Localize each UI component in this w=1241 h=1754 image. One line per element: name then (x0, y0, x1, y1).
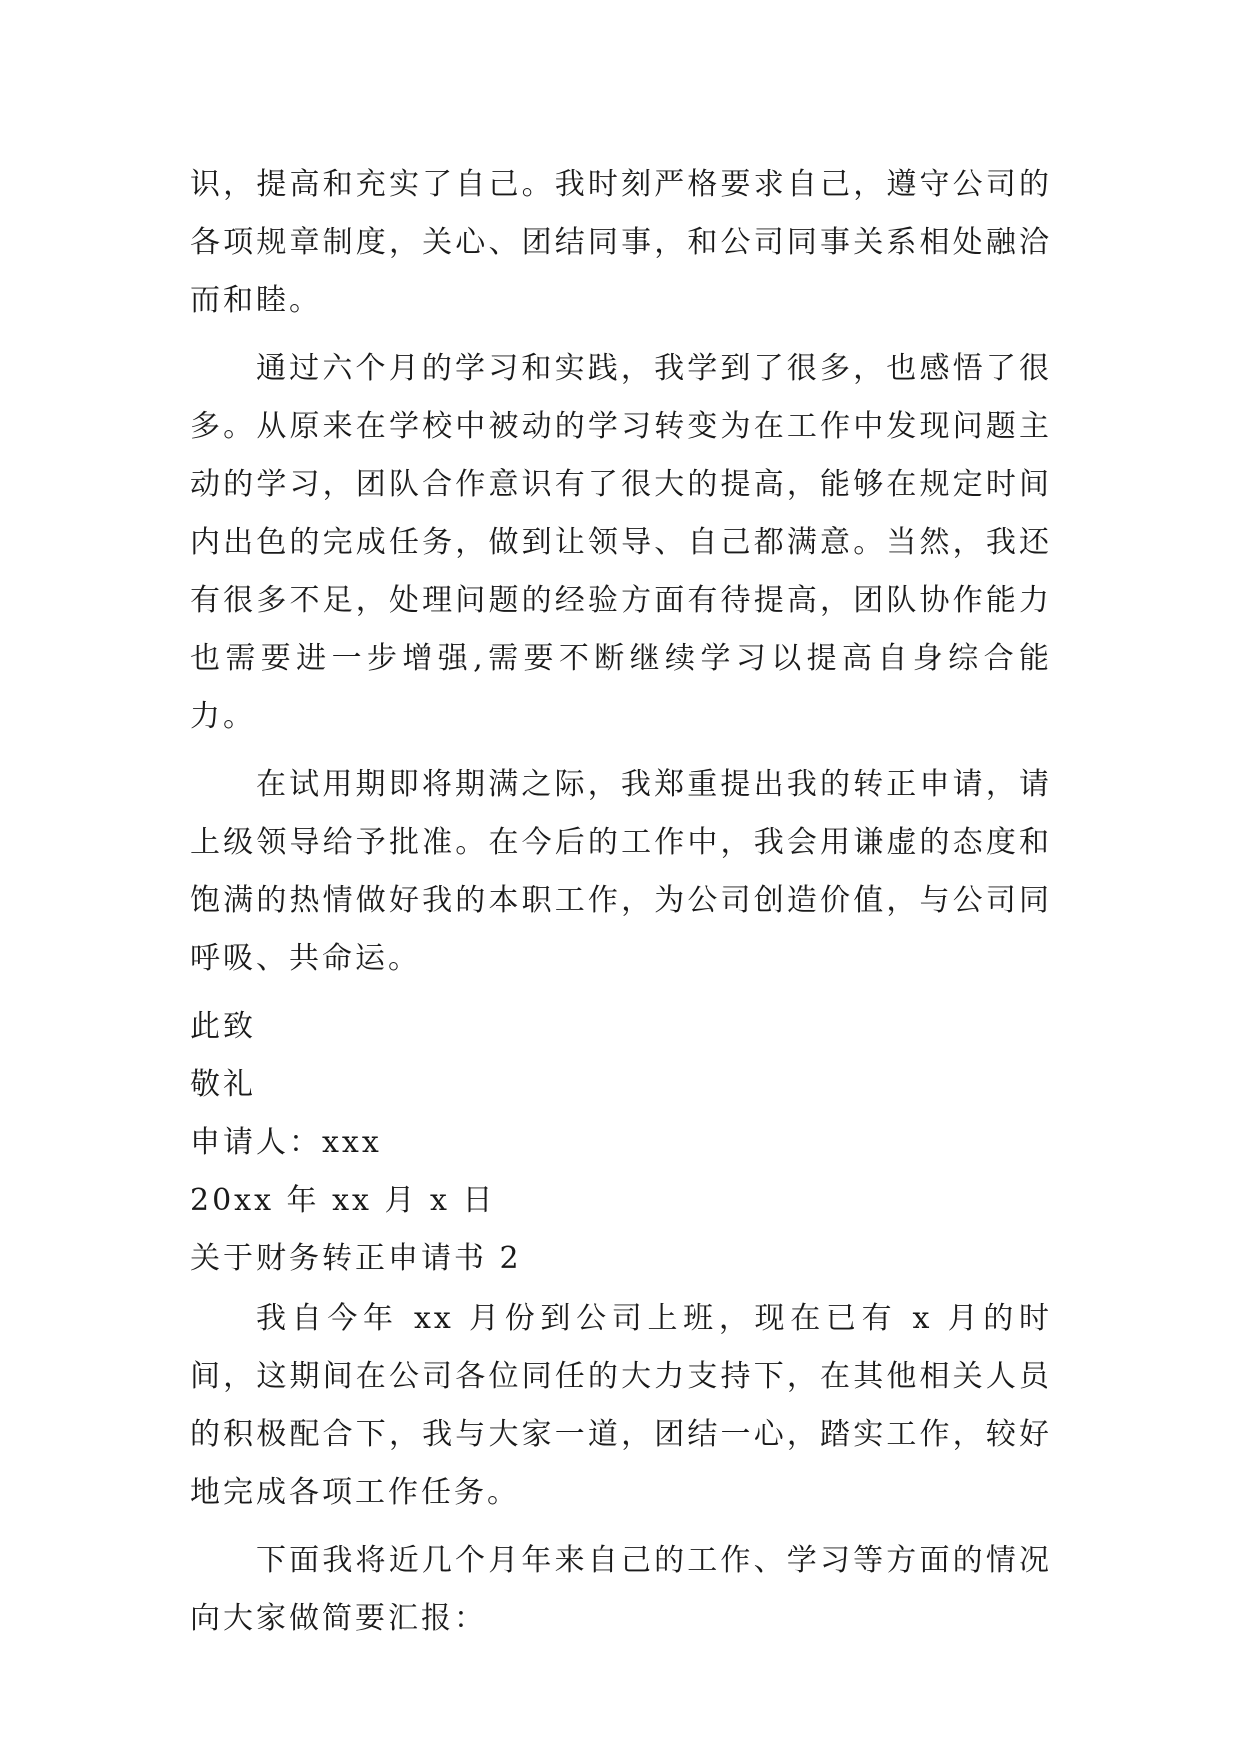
closing-salutation: 此致 (190, 1009, 256, 1044)
paragraph-report: 下面我将近几个月年来自己的工作、学习等方面的情况向大家做简要汇报： (190, 1543, 1052, 1636)
section-title: 关于财务转正申请书 2 (190, 1241, 522, 1276)
document-body (190, 156, 1052, 1658)
date-line: 20xx 年 xx 月 x 日 (190, 1183, 496, 1218)
paragraph-continuation: 识，提高和充实了自己。我时刻严格要求自己，遵守公司的各项规章制度，关心、团结同事，和公司同事关系相处融洽而和睦。 (190, 167, 1052, 318)
paragraph-request: 在试用期即将期满之际，我郑重提出我的转正申请，请上级领导给予批准。在今后的工作中，我会用谦虚的态度和饱满的热情做好我的本职工作，为公司创造价值，与公司同呼吸、共命运。 (190, 767, 1052, 976)
applicant-line: 申请人：xxx (190, 1125, 382, 1160)
paragraph-learning: 通过六个月的学习和实践，我学到了很多，也感悟了很多。从原来在学校中被动的学习转变为在工作中发现问题主动的学习，团队合作意识有了很大的提高，能够在规定时间内出色的完成任务，做到让领导、自己都满意。当然，我还有很多不足，处理问题的经验方面有待提高，团队协作能力也需要进一步增强,需要不断继续学习以提高自身综合能力。 (190, 351, 1052, 734)
paragraph-intro: 我自今年 xx 月份到公司上班，现在已有 x 月的时间，这期间在公司各位同任的大力支持下，在其他相关人员的积极配合下，我与大家一道，团结一心，踏实工作，较好地完成各项工作任务。 (190, 1301, 1052, 1510)
closing-respect: 敬礼 (190, 1067, 256, 1102)
